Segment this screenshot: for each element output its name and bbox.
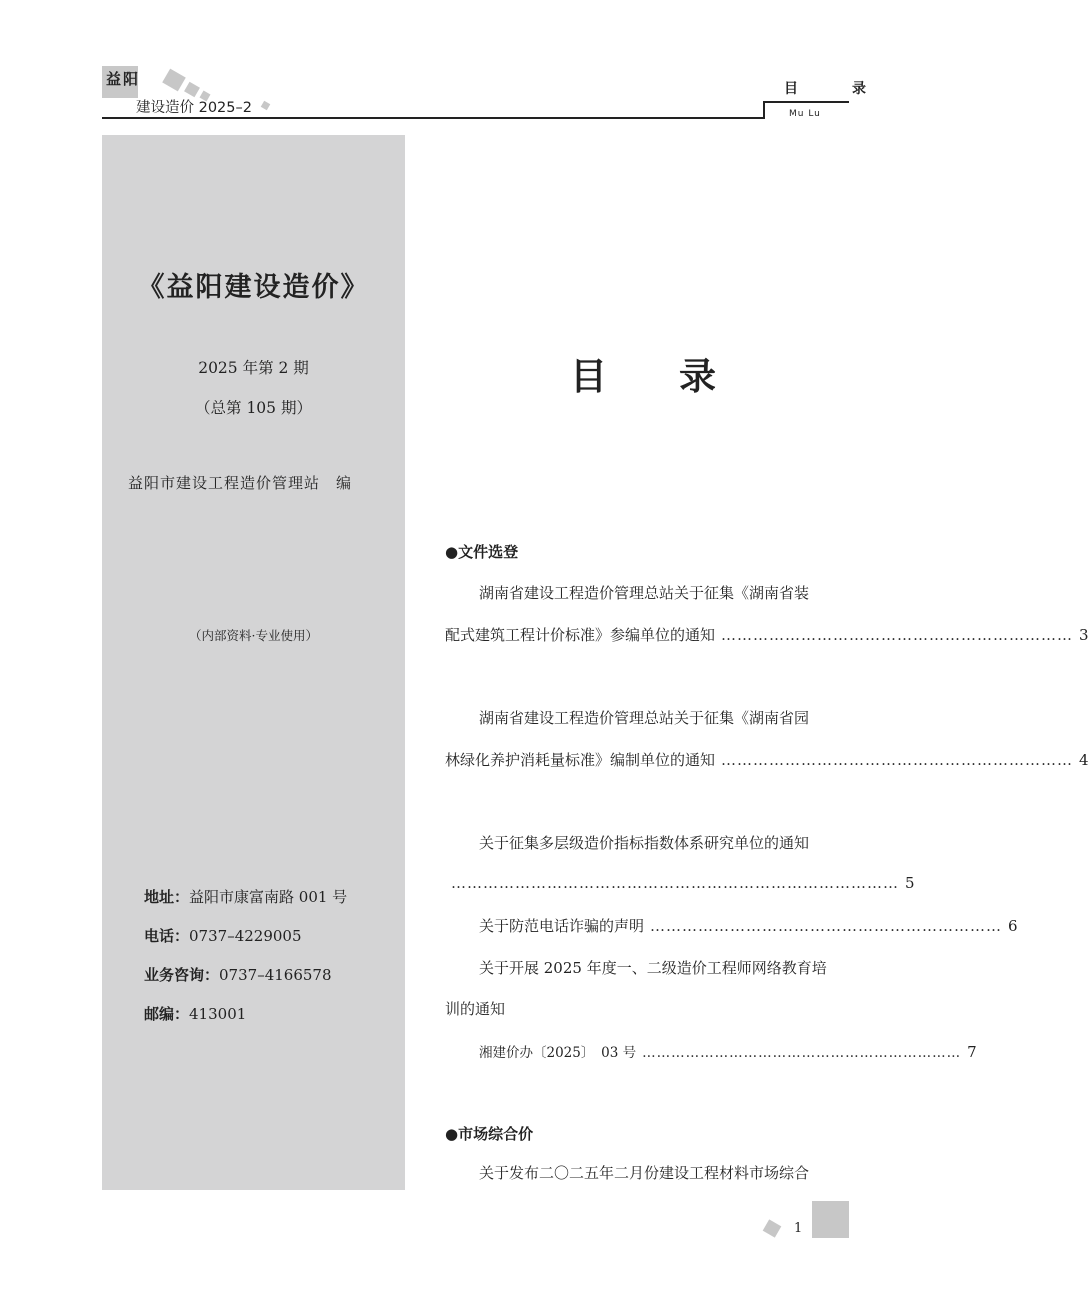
toc-entry-doc-number: 湘建价办〔2025〕 03 号 xyxy=(479,1045,637,1061)
contact-label: 地址： xyxy=(144,888,190,906)
contact-label: 业务咨询： xyxy=(144,966,220,984)
toc-page-number: 3 xyxy=(1079,626,1089,644)
internal-note: （内部资料·专业使用） xyxy=(189,628,318,643)
leader-dots: ………………………………………………………… xyxy=(721,626,1074,644)
toc-page-number: 7 xyxy=(967,1043,977,1061)
header-rule xyxy=(102,117,764,119)
decor-square xyxy=(763,1219,782,1237)
page-number: 1 xyxy=(794,1221,803,1236)
toc-entry-line: 训的通知 xyxy=(445,1000,506,1018)
contact-value: 0737–4229005 xyxy=(189,927,302,945)
toc-title-char: 目 xyxy=(570,355,607,398)
toc-entry-line: 林绿化养护消耗量标准》编制单位的通知 xyxy=(445,751,716,769)
contact-business xyxy=(144,964,332,985)
toc-entry-line: 关于征集多层级造价指标指数体系研究单位的通知 xyxy=(479,834,810,852)
toc-entry-dotline xyxy=(445,1041,977,1063)
toc-entry-dotline xyxy=(445,915,1018,937)
contact-postcode xyxy=(144,1003,246,1024)
logo-text: 益阳 xyxy=(106,70,141,88)
leader-dots: ………………………………………………………… xyxy=(650,917,1003,935)
toc-section-heading: ●市场综合价 xyxy=(445,1125,534,1143)
toc-entry-dotline xyxy=(445,624,1089,646)
toc-page-number: 4 xyxy=(1079,751,1089,769)
toc-section-heading: ●文件选登 xyxy=(445,543,519,561)
toc-entry-line: 关于开展 2025 年度一、二级造价工程师网络教育培 xyxy=(479,959,827,977)
toc-entry-line: 关于发布二〇二五年二月份建设工程材料市场综合 xyxy=(479,1164,810,1182)
contact-value: 0737–4166578 xyxy=(219,966,332,984)
header-rule-step xyxy=(763,101,765,119)
toc-entry-line: 关于防范电话诈骗的声明 xyxy=(479,917,645,935)
toc-title-char: 录 xyxy=(679,355,716,398)
header-section-title-en: Mu Lu xyxy=(789,109,821,119)
toc-entry-line: 配式建筑工程计价标准》参编单位的通知 xyxy=(445,626,716,644)
total-issue-number: （总第 105 期） xyxy=(195,399,312,417)
header-rule-right xyxy=(763,101,849,103)
contact-address xyxy=(144,886,347,907)
decor-square xyxy=(261,101,271,111)
toc-entry-line: 湖南省建设工程造价管理总站关于征集《湖南省园 xyxy=(479,709,810,727)
toc-page-number: 5 xyxy=(905,874,915,892)
toc-title xyxy=(570,346,716,400)
editor-line: 益阳市建设工程造价管理站 编 xyxy=(128,474,353,492)
contact-value: 益阳市康富南路 001 号 xyxy=(189,888,348,906)
toc-entry-dotline xyxy=(445,874,915,896)
issue-number: 2025 年第 2 期 xyxy=(198,359,309,377)
contact-label: 邮编： xyxy=(144,1005,190,1023)
leader-dots: ………………………………………………………… xyxy=(642,1045,962,1061)
page-number-box xyxy=(812,1201,849,1238)
toc-entry-dotline xyxy=(445,749,1089,771)
header-section-title: 目 录 xyxy=(784,81,886,97)
contact-value: 413001 xyxy=(189,1005,247,1023)
decor-square xyxy=(162,69,186,92)
contact-phone xyxy=(144,925,302,946)
toc-entry-line: 湖南省建设工程造价管理总站关于征集《湖南省装 xyxy=(479,584,810,602)
leader-dots: ………………………………………………………… xyxy=(721,751,1074,769)
leader-dots: ………………………………………………………………………… xyxy=(451,874,899,892)
toc-page-number: 6 xyxy=(1008,917,1018,935)
header-issue: 建设造价 2025–2 xyxy=(136,100,252,116)
contact-label: 电话： xyxy=(144,927,190,945)
magazine-title: 《益阳建设造价》 xyxy=(137,272,370,303)
decor-square xyxy=(184,82,200,98)
